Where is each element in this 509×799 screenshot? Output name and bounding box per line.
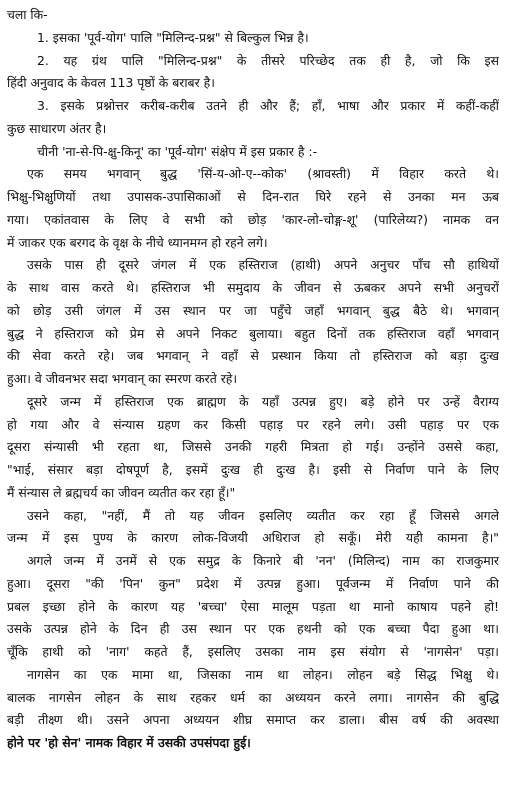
text-line: उसने कहा, "नहीं, मैं तो यह जीवन इसलिए व्यतीत कर रहा हूँ जिससे अगले — [27, 507, 499, 523]
text-line: हुआ। वे जीवनभर सदा भगवान् का स्मरण करते रहे। — [7, 371, 238, 386]
text-line: उसके उत्पन्न होने के दिन ही उस स्थान पर एक हथनी को एक बच्चा पैदा हुआ था। — [7, 621, 499, 637]
text-line: भिक्षु-भिक्षुणियों तथा उपासक-उपासिकाओं से दिन-रात घिरे रहने से उनका मन ऊब — [7, 189, 499, 204]
text-line: नागसेन का एक मामा था, जिसका नाम था लोहन। लोहन बड़े सिद्ध भिक्षु थे। — [27, 666, 499, 682]
text-line: कुछ साधारण अंतर है। — [7, 120, 107, 136]
text-line: उसके पास ही दूसरे जंगल में एक हस्तिराज (हाथी) अपने अनुचर पाँच सौ हाथियों — [27, 257, 499, 273]
text-line: होने पर 'हो सेन' नामक विहार में उसकी उपसंपदा हुई। — [7, 735, 251, 750]
text-line: बड़ी तीक्ष्ण थी। उसने अपना अध्ययन शीघ्र समाप्त कर डाला। बीस वर्ष की अवस्था — [7, 712, 499, 728]
text-line: गया। एकांतवास के लिए वे सभी को छोड़ 'कार-लो-चोङ्ग-शू' (पारिलेय्य?) नामक वन — [7, 211, 499, 227]
text-line: दूसरे जन्म में हस्तिराज एक ब्राह्मण के यहाँ उत्पन्न हुए। बड़े होने पर उन्हें वैराग्य — [27, 393, 499, 409]
text-line: दूसरा संन्यासी भी रहता था, जिससे उनकी गहरी मित्रता हो गई। उन्होंने उससे कहा, — [7, 439, 499, 455]
text-line: में जाकर एक बरगद के वृक्ष के नीचे ध्यानमग्न हो रहने लगे। — [7, 234, 268, 250]
text-line: मैं संन्यास ले ब्रह्मचर्य का जीवन व्यतीत कर रहा हूँ।" — [7, 484, 236, 500]
text-line: बालक नागसेन लोहन के साथ रहकर धर्म का अध्ययन करने लगा। नागसेन की बुद्धि — [7, 689, 499, 705]
text-line: हिंदी अनुवाद के केवल 113 पृष्ठों के बराबर है। — [7, 75, 215, 91]
text-line: जन्म में इस पुण्य के कारण लोक-विजयी अधिराज हो सकूँ। मेरी यही कामना है।" — [7, 530, 499, 546]
text-line: 3. इसके प्रश्नोत्तर करीब-करीब उतने ही और हैं; हाँ, भाषा और प्रकार में कहीं-कहीं — [37, 98, 499, 113]
text-line: एक समय भगवान् बुद्ध 'सिं-य-ओ-ए--कोक' (श्रावस्ती) में विहार करते थे। — [27, 166, 499, 182]
text-line: को छोड़ उसी जंगल में उस स्थान पर जा पहुँचे जहाँ भगवान् बुद्ध बैठे थे। भगवान् — [7, 302, 499, 318]
text-line: हो गया और वे संन्यास ग्रहण कर किसी पहाड़ पर रहने लगे। उसी पहाड़ पर एक — [7, 416, 499, 432]
text-line: 1. इसका 'पूर्व-योग' पालि "मिलिन्द-प्रश्न" से बिल्कुल भिन्न है। — [37, 29, 309, 45]
text-line: चूँकि हाथी को 'नाग' कहते हैं, इसलिए उसका नाम इस संयोग से 'नागसेन' पड़ा। — [7, 644, 499, 659]
text-line: अगले जन्म में उनमें से एक समुद्र के किनारे बी 'नन' (मिलिन्द) नाम का राजकुमार — [27, 553, 499, 568]
text-line: "भाई, संसार बड़ा दोषपूर्ण है, इसमें दुःख ही दुःख है। इसी से निर्वाण पाने के लिए — [7, 462, 499, 477]
text-line: की सेवा करते रहे। जब भगवान् ने वहाँ से प्रस्थान किया तो हस्तिराज को बड़ा दुःख — [7, 348, 499, 364]
text-line: के साथ वास करते थे। हस्तिराज भी समुदाय के जीवन से ऊबकर अपने सभी अनुचरों — [7, 280, 499, 295]
text-line: चीनी 'ना-से-पि-क्षु-किनू' का 'पूर्व-योग' संक्षेप में इस प्रकार है :- — [37, 143, 318, 159]
text-line: चला कि- — [7, 7, 48, 22]
text-line: बुद्ध ने हस्तिराज को प्रेम से अपने निकट बुलाया। बहुत दिनों तक हस्तिराज वहाँ भगवान् — [7, 325, 499, 341]
text-line: हुआ। दूसरा "की 'पिन' कुन" प्रदेश में उत्पन्न हुआ। पूर्वजन्म में निर्वाण पाने की — [7, 575, 499, 591]
text-line: प्रबल इच्छा होने के कारण यह 'बच्चा' ऐसा मालूम पड़ता था मानो काषाय पहने हो! — [7, 598, 499, 614]
text-line: 2. यह ग्रंथ पालि "मिलिन्द-प्रश्न" के तीसरे परिच्छेद तक ही है, जो कि इस — [37, 52, 499, 68]
